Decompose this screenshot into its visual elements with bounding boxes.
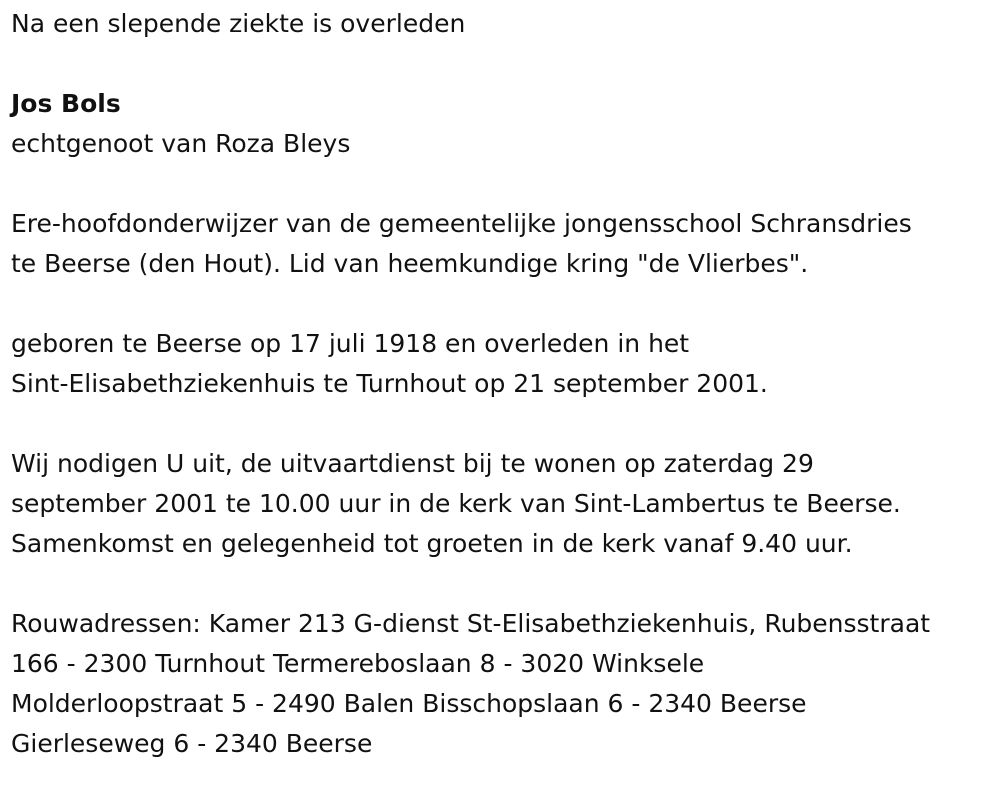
bio-line: Ere-hoofdonderwijzer van de gemeentelijke jongensschool Schransdries <box>11 209 912 238</box>
address-line: 166 - 2300 Turnhout Termereboslaan 8 - 3020 Winksele <box>11 649 705 678</box>
address-line: Gierleseweg 6 - 2340 Beerse <box>11 729 373 758</box>
funeral-line: Wij nodigen U uit, de uitvaartdienst bij te wonen op zaterdag 29 <box>11 449 814 478</box>
deceased-name: Jos Bols <box>11 89 121 118</box>
birth-death-line: geboren te Beerse op 17 juli 1918 en overleden in het <box>11 329 690 358</box>
bio-line: te Beerse (den Hout). Lid van heemkundige kring "de Vlierbes". <box>11 249 809 278</box>
birth-death-line: Sint-Elisabethziekenhuis te Turnhout op 21 september 2001. <box>11 369 768 398</box>
address-line: Rouwadressen: Kamer 213 G-dienst St-Elisabethziekenhuis, Rubensstraat <box>11 609 931 638</box>
address-line: Molderloopstraat 5 - 2490 Balen Bisschopslaan 6 - 2340 Beerse <box>11 689 807 718</box>
funeral-line: Samenkomst en gelegenheid tot groeten in de kerk vanaf 9.40 uur. <box>11 529 853 558</box>
spouse-text: echtgenoot van Roza Bleys <box>11 129 351 158</box>
spacer <box>11 44 1000 84</box>
spacer <box>11 404 1000 444</box>
spacer <box>11 564 1000 604</box>
spacer <box>11 164 1000 204</box>
intro-text: Na een slepende ziekte is overleden <box>11 9 466 38</box>
spacer <box>11 284 1000 324</box>
funeral-line: september 2001 te 10.00 uur in de kerk van Sint-Lambertus te Beerse. <box>11 489 901 518</box>
